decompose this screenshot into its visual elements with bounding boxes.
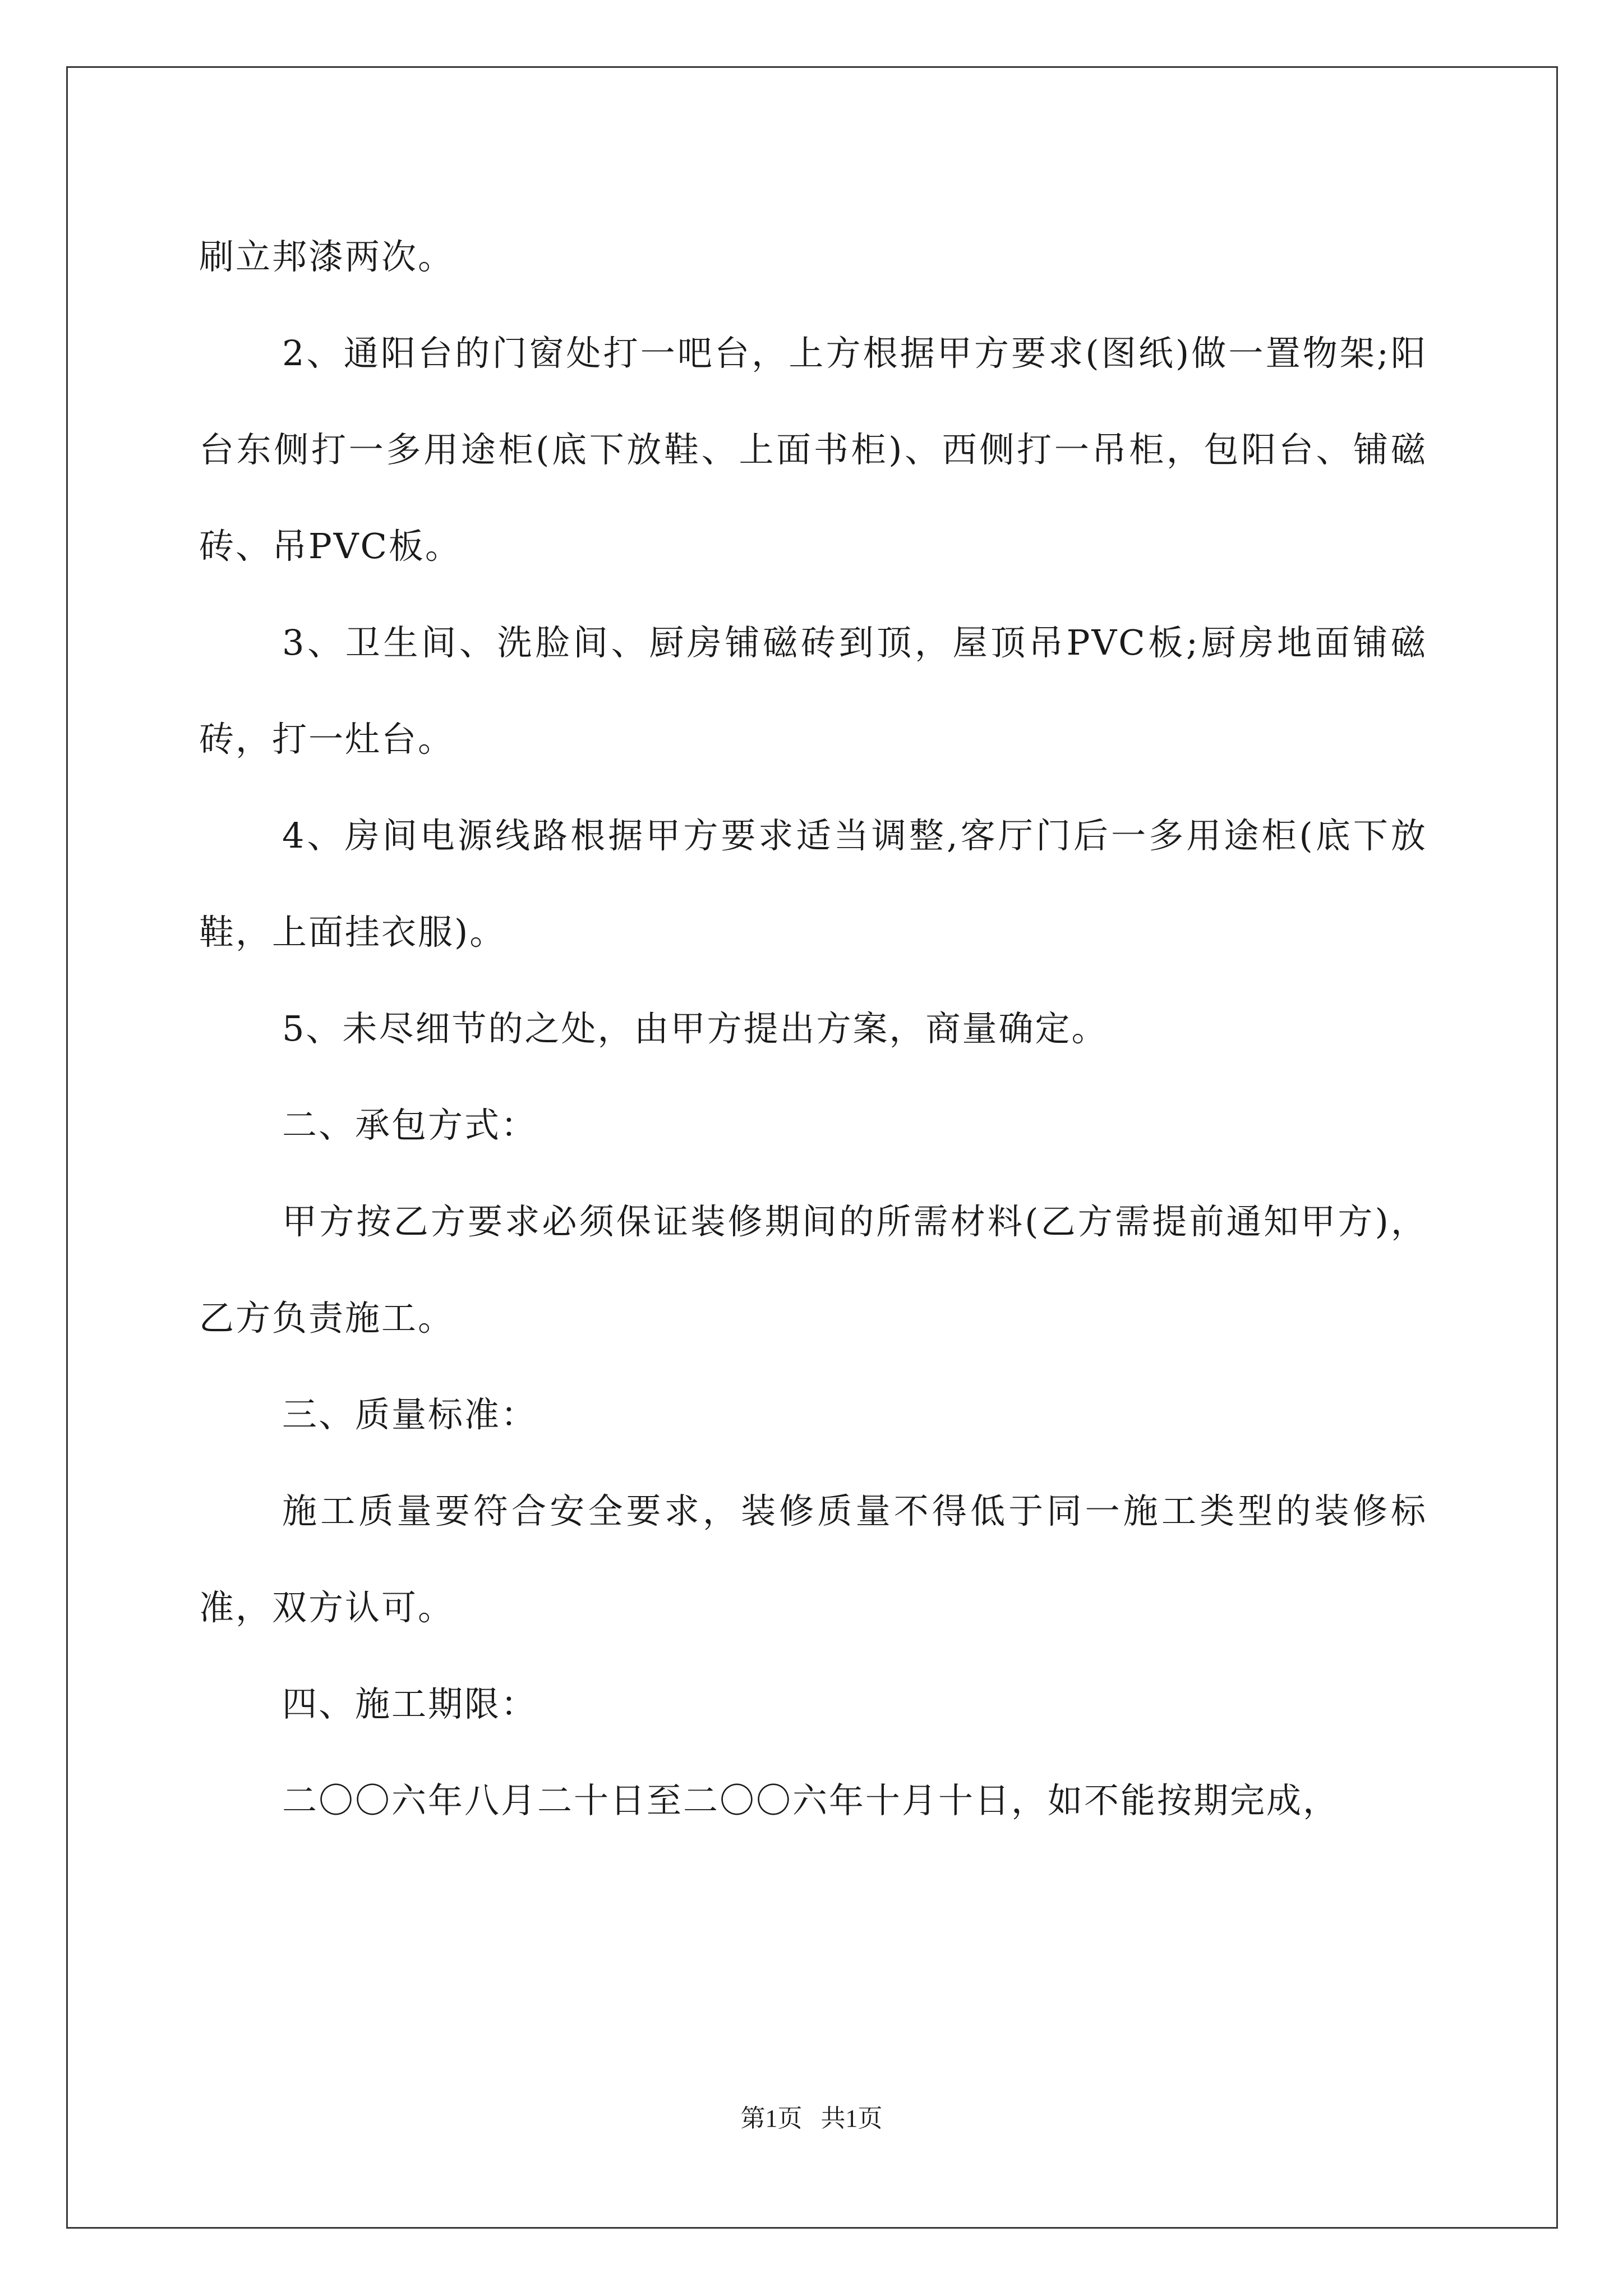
paragraph: 刷立邦漆两次。 [199,236,455,277]
paragraph: 4、房间电源线路根据甲方要求适当调整,客厅门后一多用途柜(底下放鞋，上面挂衣服)。 [199,815,1427,953]
paragraph: 5、未尽细节的之处，由甲方提出方案，商量确定。 [282,1008,1108,1049]
section-heading: 四、施工期限： [282,1683,538,1724]
paragraph: 施工质量要符合安全要求，装修质量不得低于同一施工类型的装修标准，双方认可。 [199,1490,1427,1628]
paragraph: 二〇〇六年八月二十日至二〇〇六年十月十日，如不能按期完成， [282,1780,1340,1821]
paragraph: 甲方按乙方要求必须保证装修期间的所需材料(乙方需提前通知甲方)，乙方负责施工。 [199,1201,1427,1338]
section-heading: 二、承包方式： [282,1105,538,1145]
page-footer: 第1页 共1页 [740,2105,883,2132]
paragraph: 2、通阳台的门窗处打一吧台，上方根据甲方要求(图纸)做一置物架;阳台东侧打一多用途柜(底下放鞋、上面书柜)、西侧打一吊柜，包阳台、铺磁砖、吊PVC板。 [199,333,1427,567]
section-heading: 三、质量标准： [282,1394,538,1435]
document-body [199,209,1427,1849]
paragraph: 3、卫生间、洗脸间、厨房铺磁砖到顶，屋顶吊PVC板;厨房地面铺磁砖，打一灶台。 [199,622,1427,760]
